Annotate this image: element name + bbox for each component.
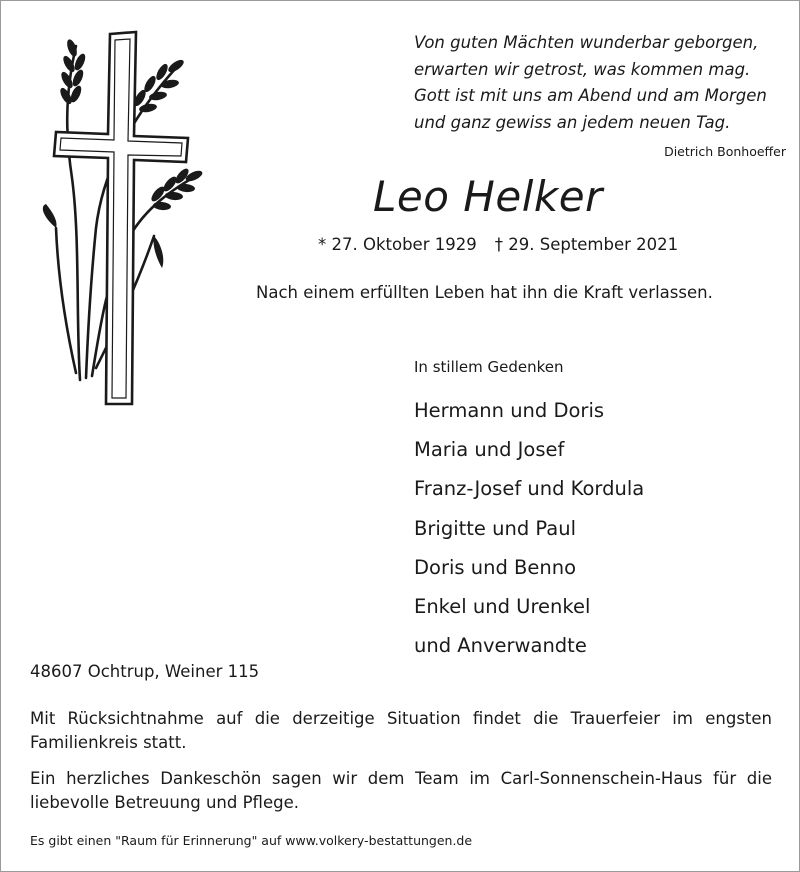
mourner-name: Doris und Benno	[414, 555, 577, 579]
address: 48607 Ochtrup, Weiner 115	[30, 662, 260, 681]
thanks-paragraph: Ein herzliches Dankeschön sagen wir dem Team im Carl-Sonnenschein-Haus für die liebevolle Betreuung und Pflege.	[30, 769, 772, 812]
mourners-label: In stillem Gedenken	[414, 358, 564, 376]
birth-date: * 27. Oktober 1929	[318, 235, 477, 254]
life-dates	[318, 235, 678, 254]
quote-line: Gott ist mit uns am Abend und am Morgen	[414, 86, 767, 105]
mourner-name: Hermann und Doris	[414, 399, 605, 422]
bonhoeffer-quote	[414, 30, 794, 136]
cross-with-wheat-icon	[36, 28, 206, 410]
mourner-name: Franz-Josef und Kordula	[414, 477, 645, 501]
intro-sentence: Nach einem erfüllten Leben hat ihn die Kraft verlassen.	[256, 283, 713, 302]
mourner-name: Brigitte und Paul	[414, 516, 576, 540]
mourners-list	[414, 391, 644, 665]
mourner-name: und Anverwandte	[414, 634, 587, 658]
mourner-name: Maria und Josef	[414, 438, 565, 462]
quote-line: und ganz gewiss an jedem neuen Tag.	[414, 112, 731, 132]
mourner-name: Enkel und Urenkel	[414, 595, 591, 619]
quote-line: Von guten Mächten wunderbar geborgen,	[414, 33, 759, 52]
quote-author: Dietrich Bonhoeffer	[664, 144, 786, 159]
ceremony-paragraph: Mit Rücksichtnahme auf die derzeitige Situation findet die Trauerfeier im engsten Familienkreis statt.	[30, 709, 772, 752]
deceased-name: Leo Helker	[373, 172, 603, 221]
death-date: † 29. September 2021	[494, 235, 679, 254]
footer-note: Es gibt einen "Raum für Erinnerung" auf www.volkery-bestattungen.de	[30, 833, 473, 848]
quote-line: erwarten wir getrost, was kommen mag.	[414, 59, 751, 79]
